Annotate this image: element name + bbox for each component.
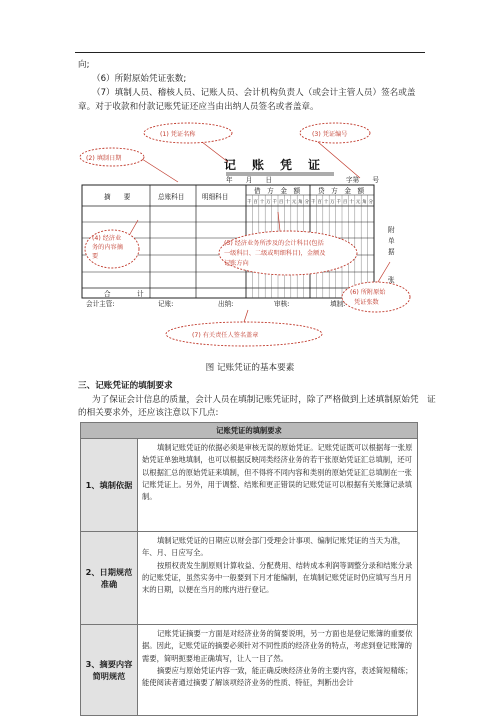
intro-line-3: （7）填制人员、稽核人员、记账人员、会计机构负责人（或会计主管人员）签名或盖 <box>92 88 416 98</box>
voucher-figure <box>78 122 416 352</box>
credit-digit-label: 千 <box>336 200 342 205</box>
requirement-body <box>138 532 418 625</box>
requirements-table-header-row <box>81 423 418 439</box>
bubble-summary-line-1: (4) 经济业 <box>92 235 122 242</box>
requirement-name: 3、摘要内容简明规范 <box>81 625 138 716</box>
bubble-fill-date: (2) 填制日期 <box>86 155 122 162</box>
sign-preparer: 填制: <box>330 300 346 308</box>
debit-digit-label: 百 <box>278 200 284 205</box>
credit-digit-label: 百 <box>342 200 348 205</box>
credit-digit-label: 角 <box>362 200 367 205</box>
column-debit: 借 方 金 额 <box>254 187 301 195</box>
table-row <box>81 625 418 716</box>
debit-digit-label: 十 <box>259 200 265 205</box>
intro-line-1: 向; <box>78 60 90 70</box>
sign-bookkeeper: 记账: <box>158 300 174 308</box>
total-label: 合 计 <box>104 290 144 298</box>
top-rule <box>75 52 425 53</box>
bubble-voucher-number: (3) 凭证编号 <box>312 131 348 138</box>
table-row <box>81 532 418 625</box>
bubble-attachments-line-1: (6) 所附原始 <box>350 289 386 296</box>
debit-digit-label: 千 <box>246 200 252 205</box>
bubble-accounts-line-2: 一级科目、二级或明细科目)，金额及 <box>224 250 326 257</box>
bubble-accounts-line-3: 记账方向 <box>224 260 249 267</box>
section-paragraph-line-1: 为了保证会计信息的质量，会计人员在填制记账凭证时，除了严格做到上述填制原始凭 证 <box>92 395 436 405</box>
side-label-1: 附 <box>388 226 395 234</box>
column-general-account: 总账科目 <box>158 193 185 201</box>
requirement-body <box>138 625 418 716</box>
credit-digit-label: 千 <box>310 200 316 205</box>
requirements-table-header: 记账凭证的填制要求 <box>81 423 418 439</box>
credit-digit-label: 元 <box>355 200 361 205</box>
intro-line-4: 章。对于收款和付款记账凭证还应当由出纳人员签名或者盖章。 <box>78 102 319 112</box>
requirement-paragraph: 记账凭证摘要一方面是对经济业务的简要说明，另一方面也是登记账簿的重要依据。因此，记账凭证的摘要必须针对不同性质的经济业务的特点，考虑到登记账簿的需要，简明扼要地正确填写，让人一目了然。 <box>142 629 413 663</box>
section-paragraph-line-2: 的相关要求外，还应该注意以下几点: <box>78 408 219 418</box>
bubble-signatures: (7) 有关责任人签名盖章 <box>192 332 259 339</box>
intro-line-2: （6）所附原始凭证张数; <box>92 74 187 84</box>
bubble-accounts-line-1: (5) 经济业务所涉及的会计科目(包括 <box>224 240 324 247</box>
figure-caption: 图 记账凭证的基本要素 <box>205 363 295 373</box>
debit-digit-label: 万 <box>266 200 271 205</box>
section-heading: 三、记账凭证的填制要求 <box>78 381 173 391</box>
requirement-name: 2、日期规范准确 <box>81 532 138 625</box>
debit-digit-label: 分 <box>304 200 310 205</box>
column-summary: 摘 要 <box>104 193 131 201</box>
credit-digit-label: 十 <box>323 200 329 205</box>
requirement-paragraph: 摘要应与原始凭证内容一致，能正确反映经济业务的主要内容，表述简短精练；能使阅读者通过摘要了解该项经济业务的性质、特征，判断出会计 <box>142 665 413 688</box>
requirement-paragraph: 按照权责发生制原则计算收益、分配费用、结转成本利润等调整分录和结账分录的记账凭证，虽然实务中一般要到下月才能编制，在填制记账凭证时仍应填写当月月末的日期，以便在当月的账内进行登记。 <box>142 560 413 595</box>
credit-digit-label: 百 <box>317 200 322 205</box>
requirement-name: 1、填制依据 <box>81 439 138 532</box>
voucher-title: 记 账 凭 证 <box>224 158 323 172</box>
voucher-number-label: 字第 号 <box>346 176 379 184</box>
bubble-attachments-line-2: 凭证张数 <box>354 299 379 306</box>
debit-digit-label: 角 <box>298 200 303 205</box>
voucher-diagram <box>78 122 416 352</box>
debit-digit-label: 十 <box>285 200 290 205</box>
debit-digit-label: 元 <box>291 200 297 205</box>
bubble-voucher-name: (1) 凭证名称 <box>160 131 196 138</box>
column-credit: 贷 方 金 额 <box>318 187 365 195</box>
requirement-body <box>138 439 418 532</box>
debit-digit-label: 百 <box>253 200 258 205</box>
side-label-3: 据 <box>388 248 395 256</box>
sign-chief: 会计主管: <box>86 300 115 308</box>
credit-digit-label: 万 <box>330 200 335 205</box>
column-detail-account: 明细科目 <box>202 193 229 201</box>
sign-cashier: 出纳: <box>218 300 234 308</box>
requirement-paragraph: 填制记账凭证的日期应以财会部门受理会计事项、编制记账凭证的当天为准，年、月、日应写全。 <box>142 536 406 558</box>
credit-digit-label: 十 <box>349 200 354 205</box>
credit-digit-label: 分 <box>368 200 374 205</box>
side-label-2: 单 <box>388 237 395 245</box>
voucher-date-line: 年 月 日 <box>226 176 273 184</box>
bubble-summary-line-2: 务的内容摘 <box>92 244 123 251</box>
sign-auditor: 审核: <box>274 300 290 308</box>
requirement-paragraph: 填制记账凭证的依据必须是审核无误的原始凭证。记账凭证既可以根据每一张原始凭证单独地填制，也可以根据反映同类经济业务的若干张原始凭证汇总填制，还可以根据汇总的原始凭证来填制，但不得将不同内容和类别的原始凭证汇总填制在一张记账凭证上。另外，用于调整、结账和更正错误的记账凭证可以根据有关账簿记录填制。 <box>142 443 413 502</box>
side-label-5: 张 <box>388 276 395 284</box>
requirements-table <box>80 422 418 716</box>
table-row <box>81 439 418 532</box>
bubble-summary-line-3: 要 <box>92 253 99 260</box>
debit-digit-label: 千 <box>272 200 278 205</box>
